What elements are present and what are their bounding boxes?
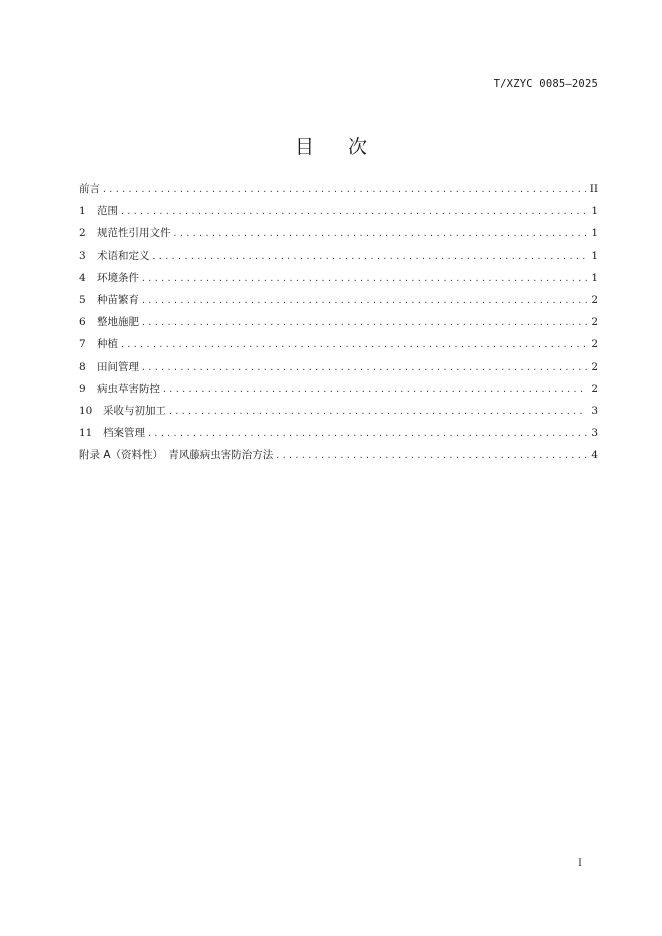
toc-entry-foreword[interactable] [79,181,598,203]
toc-entry-number: 4 [79,271,86,284]
document-code: T/XZYC 0085—2025 [493,78,598,90]
toc-entry-number: 2 [79,227,86,240]
toc-entry-label: 规范性引用文件 [97,227,171,240]
toc-title-char-1: 目 [294,136,314,158]
toc-entry-page: 2 [591,382,598,395]
dot-leader [168,404,587,420]
toc-entry-page: 2 [591,293,598,306]
table-of-contents [79,181,598,469]
toc-entry-page: 1 [591,249,598,262]
dot-leader [147,426,587,442]
toc-entry-page: II [589,183,598,195]
dot-leader [120,337,587,353]
toc-entry-number: 9 [79,382,86,395]
dot-leader [120,204,587,220]
toc-entry-page: 1 [591,271,598,284]
toc-entry-number: 5 [79,293,86,306]
page-number: I [578,858,582,869]
toc-entry-number: 7 [79,338,86,351]
toc-title-char-2: 次 [348,136,368,158]
dot-leader [141,271,587,287]
toc-entry-label: 环境条件 [97,271,139,284]
toc-entry-planting[interactable] [79,336,598,358]
dot-leader [141,315,587,331]
toc-entry-number: 11 [79,427,93,440]
toc-entry-appendix-a[interactable] [79,447,598,469]
toc-entry-scope[interactable] [79,203,598,225]
toc-entry-page: 4 [591,449,598,462]
toc-entry-page: 1 [591,205,598,218]
toc-entry-label: 术语和定义 [97,249,150,262]
dot-leader [141,293,587,309]
toc-entry-number: 8 [79,360,86,373]
toc-entry-label: 病虫草害防控 [97,382,160,395]
toc-entry-number: 6 [79,316,86,329]
toc-entry-field-management[interactable] [79,359,598,381]
toc-entry-page: 3 [591,427,598,440]
toc-entry-page: 1 [591,227,598,240]
dot-leader [141,360,587,376]
toc-entry-label: 田间管理 [97,360,139,373]
toc-entry-harvest-processing[interactable] [79,403,598,425]
toc-entry-pest-control[interactable] [79,381,598,403]
toc-entry-label: 种植 [97,338,118,351]
toc-entry-records-management[interactable] [79,425,598,447]
toc-entry-normative-references[interactable] [79,225,598,247]
toc-title [0,132,662,159]
toc-entry-label: 前言 [79,183,100,195]
toc-entry-label: 种苗繁育 [97,293,139,306]
toc-entry-terms-definitions[interactable] [79,248,598,270]
dot-leader [102,182,586,198]
toc-entry-label: 范围 [97,205,118,218]
dot-leader [152,249,588,265]
toc-entry-page: 3 [591,404,598,417]
toc-entry-page: 2 [591,360,598,373]
toc-entry-label: 整地施肥 [97,316,139,329]
dot-leader [162,382,587,398]
toc-entry-label: 附录 A（资料性） 青风藤病虫害防治方法 [79,449,274,462]
dot-leader [173,226,588,242]
toc-entry-seedling-breeding[interactable] [79,292,598,314]
toc-entry-label: 采收与初加工 [103,404,166,417]
toc-entry-page: 2 [591,316,598,329]
toc-entry-land-fertilization[interactable] [79,314,598,336]
toc-entry-page: 2 [591,338,598,351]
toc-entry-number: 1 [79,205,86,218]
dot-leader [275,448,587,464]
toc-entry-number: 3 [79,249,86,262]
toc-entry-environment[interactable] [79,270,598,292]
toc-entry-number: 10 [79,404,93,417]
toc-entry-label: 档案管理 [103,427,145,440]
